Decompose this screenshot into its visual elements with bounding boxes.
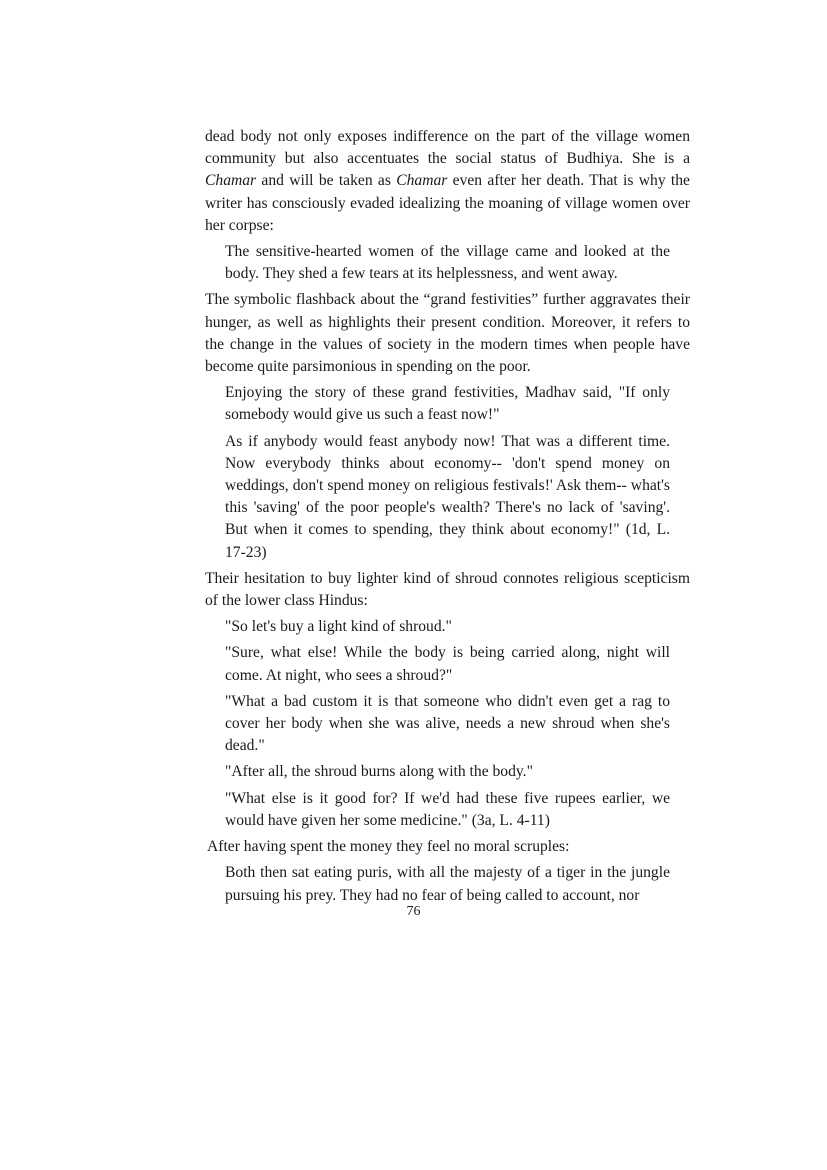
block-quote: "After all, the shroud burns along with the body." <box>225 763 533 781</box>
page-number: 76 <box>406 904 421 919</box>
italic-term: Chamar <box>396 172 448 190</box>
block-quote: Enjoying the story of these grand festivities, Madhav said, "If only somebody would give us such a feast now!" <box>225 384 670 424</box>
body-paragraph: The symbolic flashback about the “grand festivities” further aggravates their hunger, as well as highlights their present condition. Moreover, it refers to the change in the values of society in the modern times when people have become quite parsimonious in spending on the poor. <box>205 291 690 376</box>
italic-term: Chamar <box>205 172 257 190</box>
block-quote: As if anybody would feast anybody now! That was a different time. Now everybody thinks about economy-- 'don't spend money on weddings, don't spend money on religious festivals!' Ask them-- what's this 'saving' of the poor people's wealth? There's no lack of 'saving'. But when it comes to spending, they think about economy!" (1d, L. 17-23) <box>225 432 670 561</box>
block-quote: Both then sat eating puris, with all the majesty of a tiger in the jungle pursuing his prey. They had no fear of being called to account, nor <box>225 864 670 904</box>
block-quote: "So let's buy a light kind of shroud." <box>225 618 452 636</box>
block-quote: "What else is it good for? If we'd had these five rupees earlier, we would have given her some medicine." (3a, L. 4-11) <box>225 789 670 829</box>
text-segment: dead body not only exposes indifference on the part of the village women community but also accentuates the social status of Budhiya. She is a <box>205 128 690 168</box>
body-paragraph <box>205 126 690 237</box>
text-segment: and will be taken as <box>256 172 397 190</box>
body-paragraph: After having spent the money they feel no moral scruples: <box>207 838 570 856</box>
body-paragraph: Their hesitation to buy lighter kind of shroud connotes religious scepticism of the lower class Hindus: <box>205 569 690 610</box>
text-segment: even after her death. That is why the writer has consciously evaded idealizing the moaning of village women over her corpse: <box>205 172 690 234</box>
block-quote: "Sure, what else! While the body is being carried along, night will come. At night, who sees a shroud?" <box>225 644 670 684</box>
block-quote: "What a bad custom it is that someone who didn't even get a rag to cover her body when she was alive, needs a new shroud when she's dead." <box>225 692 670 755</box>
page-text-block <box>205 126 690 907</box>
block-quote: The sensitive-hearted women of the village came and looked at the body. They shed a few tears at its helplessness, and went away. <box>225 243 670 283</box>
